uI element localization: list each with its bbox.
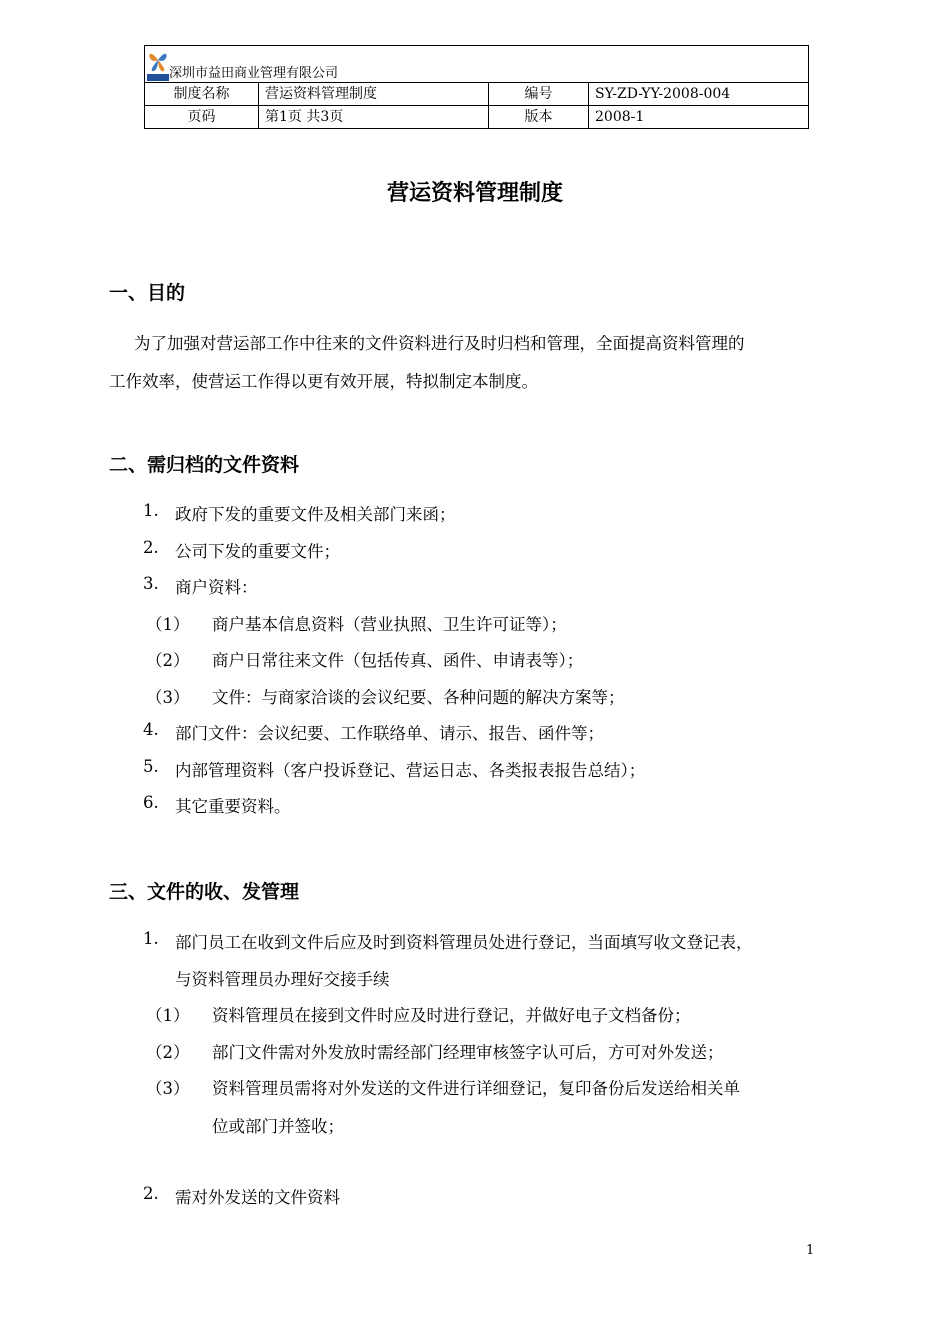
list-item-number: 1. xyxy=(143,929,159,948)
list-item-number: 3. xyxy=(143,574,159,593)
sub-item: 商户基本信息资料（营业执照、卫生许可证等）； xyxy=(212,615,567,634)
page-label: 页码 xyxy=(145,106,259,129)
section-heading-archive-files: 二、需归档的文件资料 xyxy=(109,454,300,476)
sub-item: 资料管理员在接到文件时应及时进行登记，并做好电子文档备份； xyxy=(212,1006,691,1025)
sub-item: 部门文件需对外发放时需经部门经理审核签字认可后，方可对外发送； xyxy=(212,1043,724,1062)
list-item-number: 6. xyxy=(143,793,159,812)
sub-item: 文件：与商家洽谈的会议纪要、各种问题的解决方案等； xyxy=(212,688,625,707)
list-item: 政府下发的重要文件及相关部门来函； xyxy=(175,505,456,524)
list-item: 其它重要资料。 xyxy=(175,797,291,816)
list-item-continuation: 与资料管理员办理好交接手续 xyxy=(175,970,390,989)
paragraph-line: 工作效率，使营运工作得以更有效开展，特拟制定本制度。 xyxy=(109,372,538,391)
paragraph-line: 为了加强对营运部工作中往来的文件资料进行及时归档和管理，全面提高资料管理的 xyxy=(134,334,745,353)
sub-item-continuation: 位或部门并签收； xyxy=(212,1117,344,1136)
sub-item-number: （3） xyxy=(146,688,190,707)
sub-item-number: （1） xyxy=(146,1006,190,1025)
document-header-table xyxy=(144,45,809,129)
sub-item-number: （2） xyxy=(146,651,190,670)
document-title: 营运资料管理制度 xyxy=(386,181,563,206)
page-number: 1 xyxy=(806,1243,815,1258)
list-item-number: 5. xyxy=(143,757,159,776)
list-item-number: 2. xyxy=(143,538,159,557)
list-item: 商户资料： xyxy=(175,578,258,597)
version-value: 2008-1 xyxy=(589,106,809,129)
code-value: SY-ZD-YY-2008-004 xyxy=(589,83,809,106)
list-item: 公司下发的重要文件； xyxy=(175,542,340,561)
list-item: 部门文件：会议纪要、工作联络单、请示、报告、函件等； xyxy=(175,724,604,743)
name-value: 营运资料管理制度 xyxy=(259,83,489,106)
company-logo-icon xyxy=(147,48,169,82)
section-heading-file-management: 三、文件的收、发管理 xyxy=(109,881,300,903)
name-label: 制度名称 xyxy=(145,83,259,106)
list-item: 部门员工在收到文件后应及时到资料管理员处进行登记，当面填写收文登记表， xyxy=(175,933,753,952)
version-label: 版本 xyxy=(489,106,589,129)
list-item: 内部管理资料（客户投诉登记、营运日志、各类报表报告总结）； xyxy=(175,761,646,780)
section-heading-purpose: 一、目的 xyxy=(109,282,186,304)
company-name: 深圳市益田商业管理有限公司 xyxy=(169,66,339,81)
sub-item: 商户日常往来文件（包括传真、函件、申请表等）； xyxy=(212,651,584,670)
sub-item-number: （2） xyxy=(146,1043,190,1062)
page-value: 第1页 共3页 xyxy=(259,106,489,129)
list-item-number: 1. xyxy=(143,501,159,520)
list-item-number: 4. xyxy=(143,720,159,739)
list-item-number: 2. xyxy=(143,1184,159,1203)
sub-item-number: （1） xyxy=(146,615,190,634)
sub-item: 资料管理员需将对外发送的文件进行详细登记，复印备份后发送给相关单 xyxy=(212,1079,740,1098)
list-item: 需对外发送的文件资料 xyxy=(175,1188,340,1207)
code-label: 编号 xyxy=(489,83,589,106)
company-cell xyxy=(145,46,809,83)
sub-item-number: （3） xyxy=(146,1079,190,1098)
